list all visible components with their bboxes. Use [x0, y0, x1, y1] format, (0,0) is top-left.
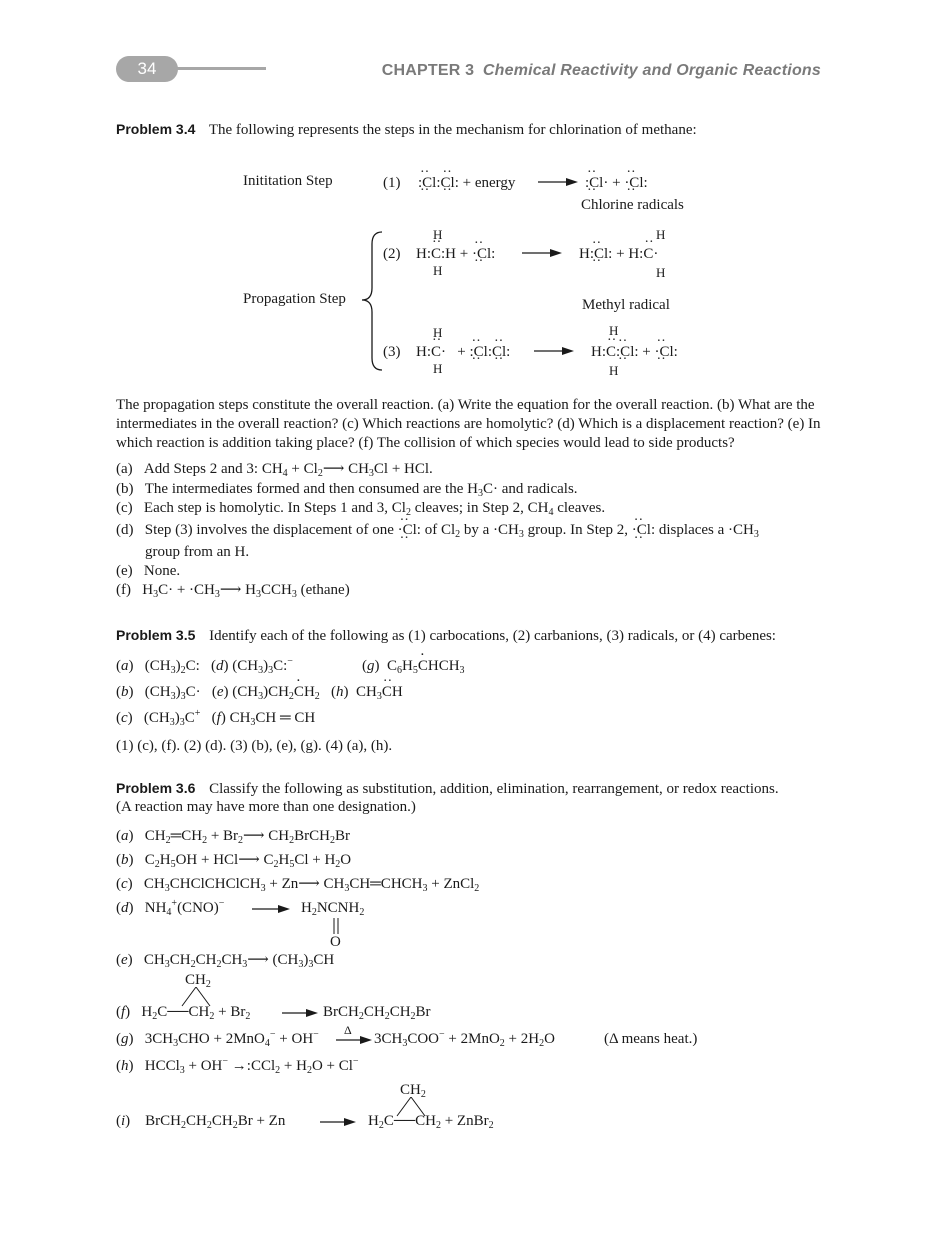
reaction-arrow — [534, 345, 574, 357]
chapter-label: CHAPTER 3 — [381, 62, 475, 79]
reaction-g: (g) $3CH_3CHO + 2MnO_4^- + OH^-$ — [116, 1029, 319, 1049]
answer-d: (d) Step (3) involves the displacement of one ·· ·Cl: ·· of $Cl_2$ by $a \cdot CH_3$ group. In Step 2, ·· ·Cl: ·· displaces $a \cdot CH_3$ — [116, 521, 759, 540]
reaction-f: (f) $H_2C──CH_2 + Br_2$ — [116, 1004, 251, 1022]
reaction-arrow — [252, 903, 290, 915]
reaction-b: (b) $C_2H_5OH$ + HCl⟶ $C_2H_5Cl + H_2O$ — [116, 852, 352, 870]
chapter-title: Chemical Reactivity and Organic Reactions — [482, 62, 821, 79]
page-number: 34 — [116, 56, 178, 82]
delta-symbol: Δ — [344, 1023, 352, 1037]
problem-3-4-statement: Problem 3.4 The following represents the steps in the mechanism for chlorination of methane: — [116, 121, 697, 138]
answer-c: (c) Each step is homolytic. In Steps 1 and 3, $Cl_2$ cleaves; in Step 2, $CH_4$ cleaves. — [116, 500, 606, 518]
species-row-1: (a) $(CH_3)_2C$: (d) $(CH_3)_3C:^-$ — [116, 656, 293, 676]
urea: $H_2NCNH_2$ — [301, 900, 365, 918]
step-1-number: (1) — [383, 175, 401, 191]
step-3-reactants: H:·· C· + ·· :Cl: ···· Cl: ·· — [416, 343, 510, 361]
species-row-2: (b) $(CH_3)_3C\cdot (e)$ $(CH_3)CH_2\cdot CH_2$ (h) $CH_3\cdot\cdot$ CH — [116, 683, 403, 702]
problem-3-6-statement: Problem 3.6 Classify the following as substitution, addition, elimination, rearrangement, or redox reactions. — [116, 780, 779, 797]
delta-note: (Δ means heat.) — [604, 1031, 698, 1047]
problem-title: Problem 3.6 — [116, 780, 196, 796]
reaction-h: (h) HCCl$_3$ + OH− →:CCl$_2$ + $H_2O + Cl^-$ — [116, 1056, 359, 1076]
reaction-a: (a) $CH_2═CH_2$ + $Br_2⟶$ $CH_2BrCH_2Br$ — [116, 828, 350, 846]
initiation-label: Inititation Step — [243, 173, 333, 189]
problem-3-5-statement: Problem 3.5 Identify each of the following as (1) carbocations, (2) carbanions, (3) radicals, or (4) carbenes: — [116, 627, 776, 644]
reaction-c: (c) $CH_3CHClCHClCH_3$ + Zn⟶ $CH_3CH═CHCH_3$ + ZnCl$_2$ — [116, 876, 480, 894]
problem-title: Problem 3.5 — [116, 627, 196, 643]
propagation-brace — [360, 230, 384, 372]
problem-title: Problem 3.4 — [116, 121, 196, 137]
reaction-d: (d) $NH_4^+(CNO)^-$ — [116, 898, 225, 918]
reaction-arrow — [522, 247, 562, 259]
step-3-products: H:·· C·· :Cl: ·· + ·· ·Cl: ·· — [591, 343, 678, 361]
chlorine-radicals-caption: Chlorine radicals — [581, 197, 684, 213]
answer-a: (a) Add Steps 2 and 3: $CH_4$ + $Cl_2⟶$ $CH_3Cl$ + HCl. — [116, 461, 433, 479]
step-2-reactants: H:·· C:H + ·· ·Cl: ·· — [416, 245, 495, 263]
reaction-arrow — [320, 1116, 356, 1128]
step-3-number: (3) — [383, 344, 401, 360]
answer-b: (b) The intermediates formed and then consumed are the $H_3C\cdot$ and radicals. — [116, 481, 578, 499]
running-head — [382, 62, 821, 80]
methyl-radical-caption: Methyl radical — [582, 297, 670, 313]
problem-3-5-answer: (1) (c), (f). (2) (d). (3) (b), (e), (g). (4) (a), (h). — [116, 738, 393, 754]
header-rule — [176, 67, 266, 70]
problem-3-4-paragraph: The propagation steps constitute the overall reaction. (a) Write the equation for the overall reaction. (b) What are the intermediates in the overall reaction? (c) Which reactions are homolytic? (d) Which is a displacement reaction? (e) In which reaction is addition taking place? (f) The collision of which species would lead to side products? — [116, 397, 821, 451]
reaction-arrow — [336, 1034, 372, 1046]
propagation-label: Propagation Step — [243, 291, 346, 307]
step-1-reactants: ·· :Cl: ···· Cl: ·· + energy — [418, 174, 515, 192]
answer-e: (e) None. — [116, 563, 181, 579]
reaction-i: (i) $BrCH_2CH_2CH_2Br + Zn$ — [116, 1113, 286, 1131]
step-2-products: H·· :Cl: ·· + H:·· C· — [579, 245, 658, 263]
step-1-products: ·· :Cl· ·· + ·· ·Cl: ·· — [585, 174, 648, 192]
answer-f: (f) $H_3C\cdot$ + $\cdot CH_3⟶$ $H_3CCH_3$ (ethane) — [116, 582, 350, 600]
textbook-page: 34 CHAPTER 3 Chemical Reactivity and Organic Reactions Problem 3.4 The following represents the steps in the mechanism for chlorination of methane: Inititation Step (1) ·· :Cl: ···· Cl: ·· + energy ·· :Cl· ·· + ·· ·Cl: ·· Chlorine radicals Propagation Step (2) H H:·· C:H + ·· ·Cl: ·· H H·· :Cl: ·· + H:·· C· H H Methyl radical (3) H H:·· C· + ·· :Cl: ···· Cl: ·· H H H:·· C·· :Cl: ·· + ·· ·Cl: ·· H The propagation steps constitute the overall reaction. (a) Write the equation for the overall reaction. (b) What are the intermediates in the overall reaction? (c) Which reactions are homolytic? (d) Which is a displacement reaction? (e) In which reaction is addition taking place? (f) The collision of which species would lead to side products? (a) Add Steps 2 and 3: $CH_4$ + $Cl_2⟶$ $CH_3Cl$ + HCl. (b) The intermediates formed and then consumed are the $H_3C\cdot$ and radicals. (c) Each step is homolytic. In Steps 1 and 3, $Cl_2$ cleaves; in Step 2, $CH_4$ cleaves. (d) Step (3) involves the displacement of one ·· ·Cl: ·· of $Cl_2$ by $a \cdot CH_3$ group. In Step 2, ·· ·Cl: ·· displaces $a \cdot CH_3$ group from an H. (e) None. (f) $H_3C\cdot$ + $\cdot CH_3⟶$ $H_3CCH_3$ (ethane) Problem 3.5 Identify each of the following as (1) carbocations, (2) carbanions, (3) radicals, or (4) carbenes: (a) $(CH_3)_2C$: (d) $(CH_3)_3C:^-$ (g) $C_6H_5\cdot$ $CHCH_3$ (b) $(CH_3)_3C\cdot (e)$ $(CH_3)CH_2\cdot CH_2$ (h) $CH_3\cdot\cdot$ CH (c) $(CH_3)_3C^+$ (f) $CH_3CH$ ═ CH (1) (c), (f). (2) (d). (3) (b), (e), (g). (4) (a), (h). Problem 3.6 Classify the following as substitution, addition, elimination, rearrangement, or redox reactions. (A reaction may have more than one designation.) (a) $CH_2═CH_2$ + $Br_2⟶$ $CH_2BrCH_2Br$ (b) $C_2H_5OH$ + HCl⟶ $C_2H_5Cl + H_2O$ (c) $CH_3CHClCHClCH_3$ + Zn⟶ $CH_3CH═CHCH_3$ + ZnCl$_2$ (d) $NH_4^+(CNO)^-$ $H_2NCNH_2$ O (e) $CH_3CH_2CH_2CH_3⟶$ $(CH_3)_3CH$ $CH_2$ (f) $H_2C──CH_2 + Br_2$ $BrCH_2CH_2CH_2Br$ (g) $3CH_3CHO + 2MnO_4^- + OH^-$ Δ $3CH_3COO^- + 2MnO_2 + 2H_2O$ (Δ means heat.) (h) HCCl$_3$ + OH− →:CCl$_2$ + $H_2O + Cl^-$ $CH_2$ (i) $BrCH_2CH_2CH_2Br + Zn$ $H_2C──CH_2$ + ZnBr$_2$ — [0, 0, 935, 1244]
reaction-arrow — [538, 176, 578, 188]
problem-3-6-note: (A reaction may have more than one designation.) — [116, 799, 416, 815]
answer-d-continued: group from an H. — [145, 544, 250, 560]
reaction-arrow — [282, 1007, 318, 1019]
step-2-number: (2) — [383, 246, 401, 262]
reaction-e: (e) $CH_3CH_2CH_2CH_3⟶$ $(CH_3)_3CH$ — [116, 952, 335, 970]
species-row-3: (c) $(CH_3)_3C^+$ (f) $CH_3CH$ ═ CH — [116, 708, 316, 728]
